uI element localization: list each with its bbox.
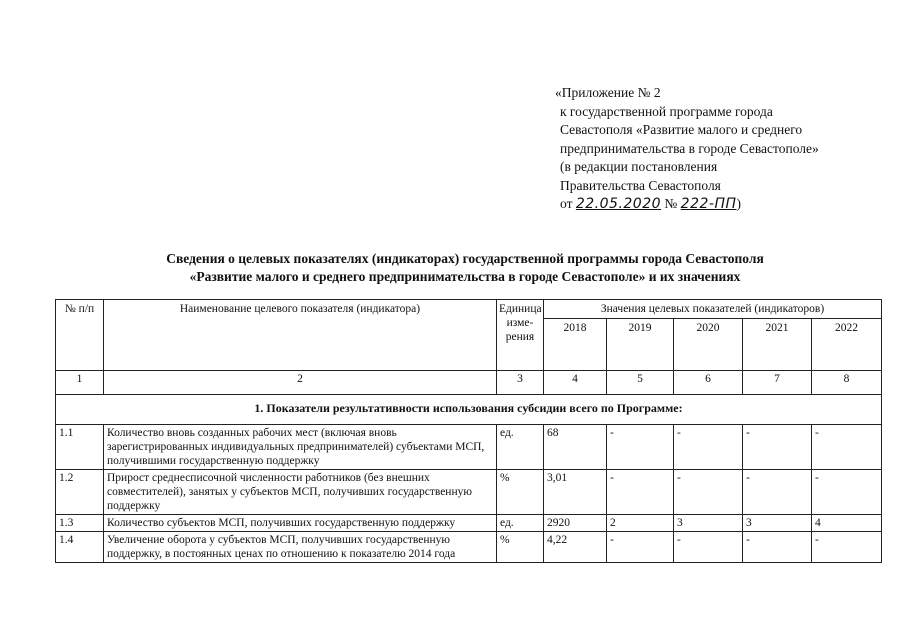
row-value: -	[674, 470, 743, 515]
row-num: 1.3	[56, 515, 104, 532]
row-num: 1.1	[56, 425, 104, 470]
handwritten-number: 222-ПП	[680, 196, 737, 212]
row-name: Количество вновь созданных рабочих мест (включая вновь зарегистрированных индивидуальных предпринимателей) субъектами МСП, получившими государственную поддержку	[104, 425, 497, 470]
row-name: Увеличение оборота у субъектов МСП, получивших государственную поддержку, в постоянных ценах по отношению к показателю 2014 года	[104, 532, 497, 563]
indicators-table	[55, 299, 882, 563]
row-value: 68	[544, 425, 607, 470]
date-prefix: от	[560, 196, 573, 211]
row-name: Прирост среднесписочной численности работников (без внешних совместителей), занятых у субъектов МСП, получивших государственную поддержку	[104, 470, 497, 515]
row-value: -	[743, 470, 812, 515]
row-value: 4	[812, 515, 882, 532]
document-title	[100, 250, 830, 286]
appendix-line: «Приложение № 2	[555, 85, 661, 100]
row-value: -	[607, 470, 674, 515]
row-num: 1.2	[56, 470, 104, 515]
row-unit: %	[497, 532, 544, 563]
section-title: 1. Показатели результативности использования субсидии всего по Программе:	[56, 395, 882, 425]
column-number-row	[56, 371, 882, 395]
number-prefix: №	[664, 196, 678, 211]
row-value: -	[607, 425, 674, 470]
row-value: -	[812, 425, 882, 470]
table-row	[56, 515, 882, 532]
row-unit: ед.	[497, 515, 544, 532]
header-values-group: Значения целевых показателей (индикаторов)	[544, 300, 882, 319]
table-row	[56, 470, 882, 515]
row-value: -	[743, 532, 812, 563]
header-year: 2022	[812, 319, 882, 371]
appendix-line: к государственной программе города	[560, 103, 773, 119]
row-value: 3	[674, 515, 743, 532]
row-value: 3,01	[544, 470, 607, 515]
row-value: 2	[607, 515, 674, 532]
table-row	[56, 425, 882, 470]
column-number: 7	[743, 371, 812, 395]
closing-paren: )	[736, 196, 741, 211]
column-number: 4	[544, 371, 607, 395]
row-value: -	[674, 425, 743, 470]
appendix-line: Правительства Севастополя	[560, 177, 721, 193]
column-number: 2	[104, 371, 497, 395]
column-number: 6	[674, 371, 743, 395]
header-num: № п/п	[56, 300, 104, 371]
column-number: 5	[607, 371, 674, 395]
header-unit: Единица изме-рения	[497, 300, 544, 371]
header-year: 2020	[674, 319, 743, 371]
row-value: 4,22	[544, 532, 607, 563]
header-year: 2018	[544, 319, 607, 371]
column-number: 3	[497, 371, 544, 395]
appendix-line: (в редакции постановления	[560, 159, 718, 174]
appendix-line: Севастополя «Развитие малого и среднего	[560, 122, 803, 137]
row-value: 3	[743, 515, 812, 532]
appendix-line: предпринимательства в городе Севастополе»	[560, 140, 819, 156]
section-row	[56, 395, 882, 425]
title-line: Сведения о целевых показателях (индикаторах) государственной программы города Севастополя	[166, 251, 764, 266]
appendix-date-line	[560, 195, 885, 214]
row-unit: %	[497, 470, 544, 515]
header-name: Наименование целевого показателя (индикатора)	[104, 300, 497, 371]
row-value: -	[812, 470, 882, 515]
row-value: -	[812, 532, 882, 563]
row-value: -	[743, 425, 812, 470]
column-number: 8	[812, 371, 882, 395]
row-name: Количество субъектов МСП, получивших государственную поддержку	[104, 515, 497, 532]
title-line: «Развитие малого и среднего предпринимательства в городе Севастополе» и их значениях	[189, 269, 741, 284]
column-number: 1	[56, 371, 104, 395]
header-row	[56, 300, 882, 319]
header-year: 2021	[743, 319, 812, 371]
header-year: 2019	[607, 319, 674, 371]
row-unit: ед.	[497, 425, 544, 470]
handwritten-date: 22.05.2020	[575, 196, 662, 212]
table-row	[56, 532, 882, 563]
row-value: -	[607, 532, 674, 563]
row-value: 2920	[544, 515, 607, 532]
row-value: -	[674, 532, 743, 563]
row-num: 1.4	[56, 532, 104, 563]
appendix-block	[555, 84, 885, 214]
